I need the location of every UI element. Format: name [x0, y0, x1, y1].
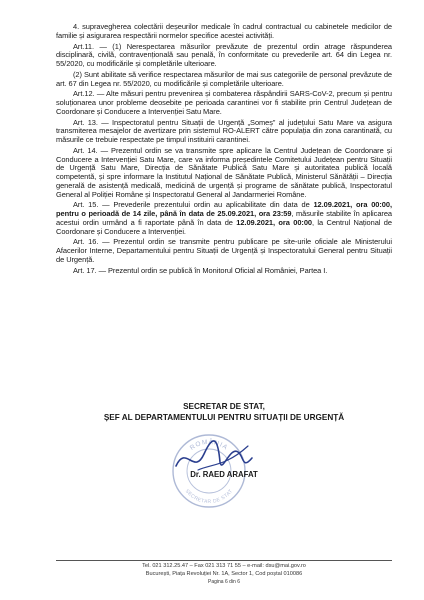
footer-page-number: Pagina 6 din 6 — [208, 579, 240, 585]
art15-segment: , la Centrul Național de Coordonare și Conducere a Intervenției. — [56, 217, 392, 236]
art15-segment-bold: 12.09.2021, ora 00:00, pentru o perioadă de 14 zile, până în data de 25.09.2021, ora 23:59 — [56, 200, 392, 219]
paragraph-art15 — [56, 201, 392, 236]
art15-segment-bold: 12.09.2021, ora 00:00 — [236, 217, 313, 227]
paragraph-art12: Art.12. — Alte măsuri pentru prevenirea și combaterea răspândirii SARS-CoV-2, precum și pentru soluționarea unor probleme deosebite pe perioada carantinei vor fi stabilite prin Centrul Județean de Coordonare și Conducere a Intervenției Satu Mare. — [56, 89, 392, 116]
paragraph-point-4: 4. supravegherea colectării deșeurilor medicale în cadrul contractual cu cabinetele medicilor de familie și asigurarea respectării normelor specifice acestei activități. — [56, 22, 392, 40]
paragraph-art11-1: Art.11. — (1) Nerespectarea măsurilor prevăzute de prezentul ordin atrage răspunderea disciplinară, civilă, contravențională sau penală, în conformitate cu prevederile art. 64 din Legea nr. 55/2020, cu modificările și completările ulterioare. — [56, 41, 392, 68]
footer-address: București, Piața Revoluției Nr. 1A, Sector 1, Cod poștal 010086 — [145, 571, 303, 577]
paragraph-art17: Art. 17. — Prezentul ordin se publică în Monitorul Oficial al României, Partea I. — [73, 265, 328, 275]
paragraph-art14: Art. 14. — Prezentul ordin se va transmite spre aplicare la Centrul Județean de Coordonare și Conducere a Intervenției Satu Mare, care va informa președintele Comitetului Județean pentru Situații de Urgență Satu Mare, Direcția de Sănătate Publică Satu Mare și autoritatea publică locală competentă, și spre informare la Institutul Național de Sănătate Publică, Ministerul Sănătății – Direcția generală de asistență medicală, medicină de urgență și programe de sănătate publică, Inspectoratul General al Poliției Române și Inspectoratul General al Jandarmeriei Române. — [56, 146, 392, 199]
signature-stroke — [176, 441, 252, 466]
footer-contact: Tel. 021 312.25.47 – Fax 021 313 71 55 – e-mail: dsu@mai.gov.ro — [142, 563, 306, 569]
paragraph-art16: Art. 16. — Prezentul ordin se transmite pentru publicare pe site-urile oficiale ale Ministerului Afacerilor Interne, Departamentului pentru Situații de Urgență și Inspectoratului General pentru Situații de Urgență. — [56, 237, 392, 264]
stamp-text-top: ROMÂNIA — [188, 438, 230, 452]
signature-title-line1: SECRETAR DE STAT, — [183, 402, 265, 411]
signature-title-line2: ȘEF AL DEPARTAMENTULUI PENTRU SITUAȚII DE URGENȚĂ — [103, 413, 345, 422]
stamp-text-bottom: SECRETAR DE STAT — [183, 488, 235, 506]
document-body — [56, 23, 392, 278]
paragraph-art11-2: (2) Sunt abilitate să verifice respectarea măsurilor de mai sus categoriile de personal prevăzute de art. 67 din Legea nr. 55/2020, cu modificările și completările ulterioare. — [56, 69, 392, 88]
footer-divider — [56, 560, 392, 561]
art15-segment: , măsurile stabilite în aplicarea acestui ordin urmând a fi raportate până în data de — [56, 209, 393, 227]
art15-segment: Art. 15. — Prevederile prezentului ordin au aplicabilitate din data de — [73, 200, 314, 210]
signatory-name: Dr. RAED ARAFAT — [190, 470, 258, 479]
paragraph-art13: Art. 13. — Inspectoratul pentru Situații de Urgență „Someș” al județului Satu Mare va asigura transmiterea mesajelor de avertizare prin sistemul RO-ALERT către populația din zona carantinată, cu măsurile ce trebuie respectate pe timpul instituirii carantinei. — [56, 117, 392, 145]
